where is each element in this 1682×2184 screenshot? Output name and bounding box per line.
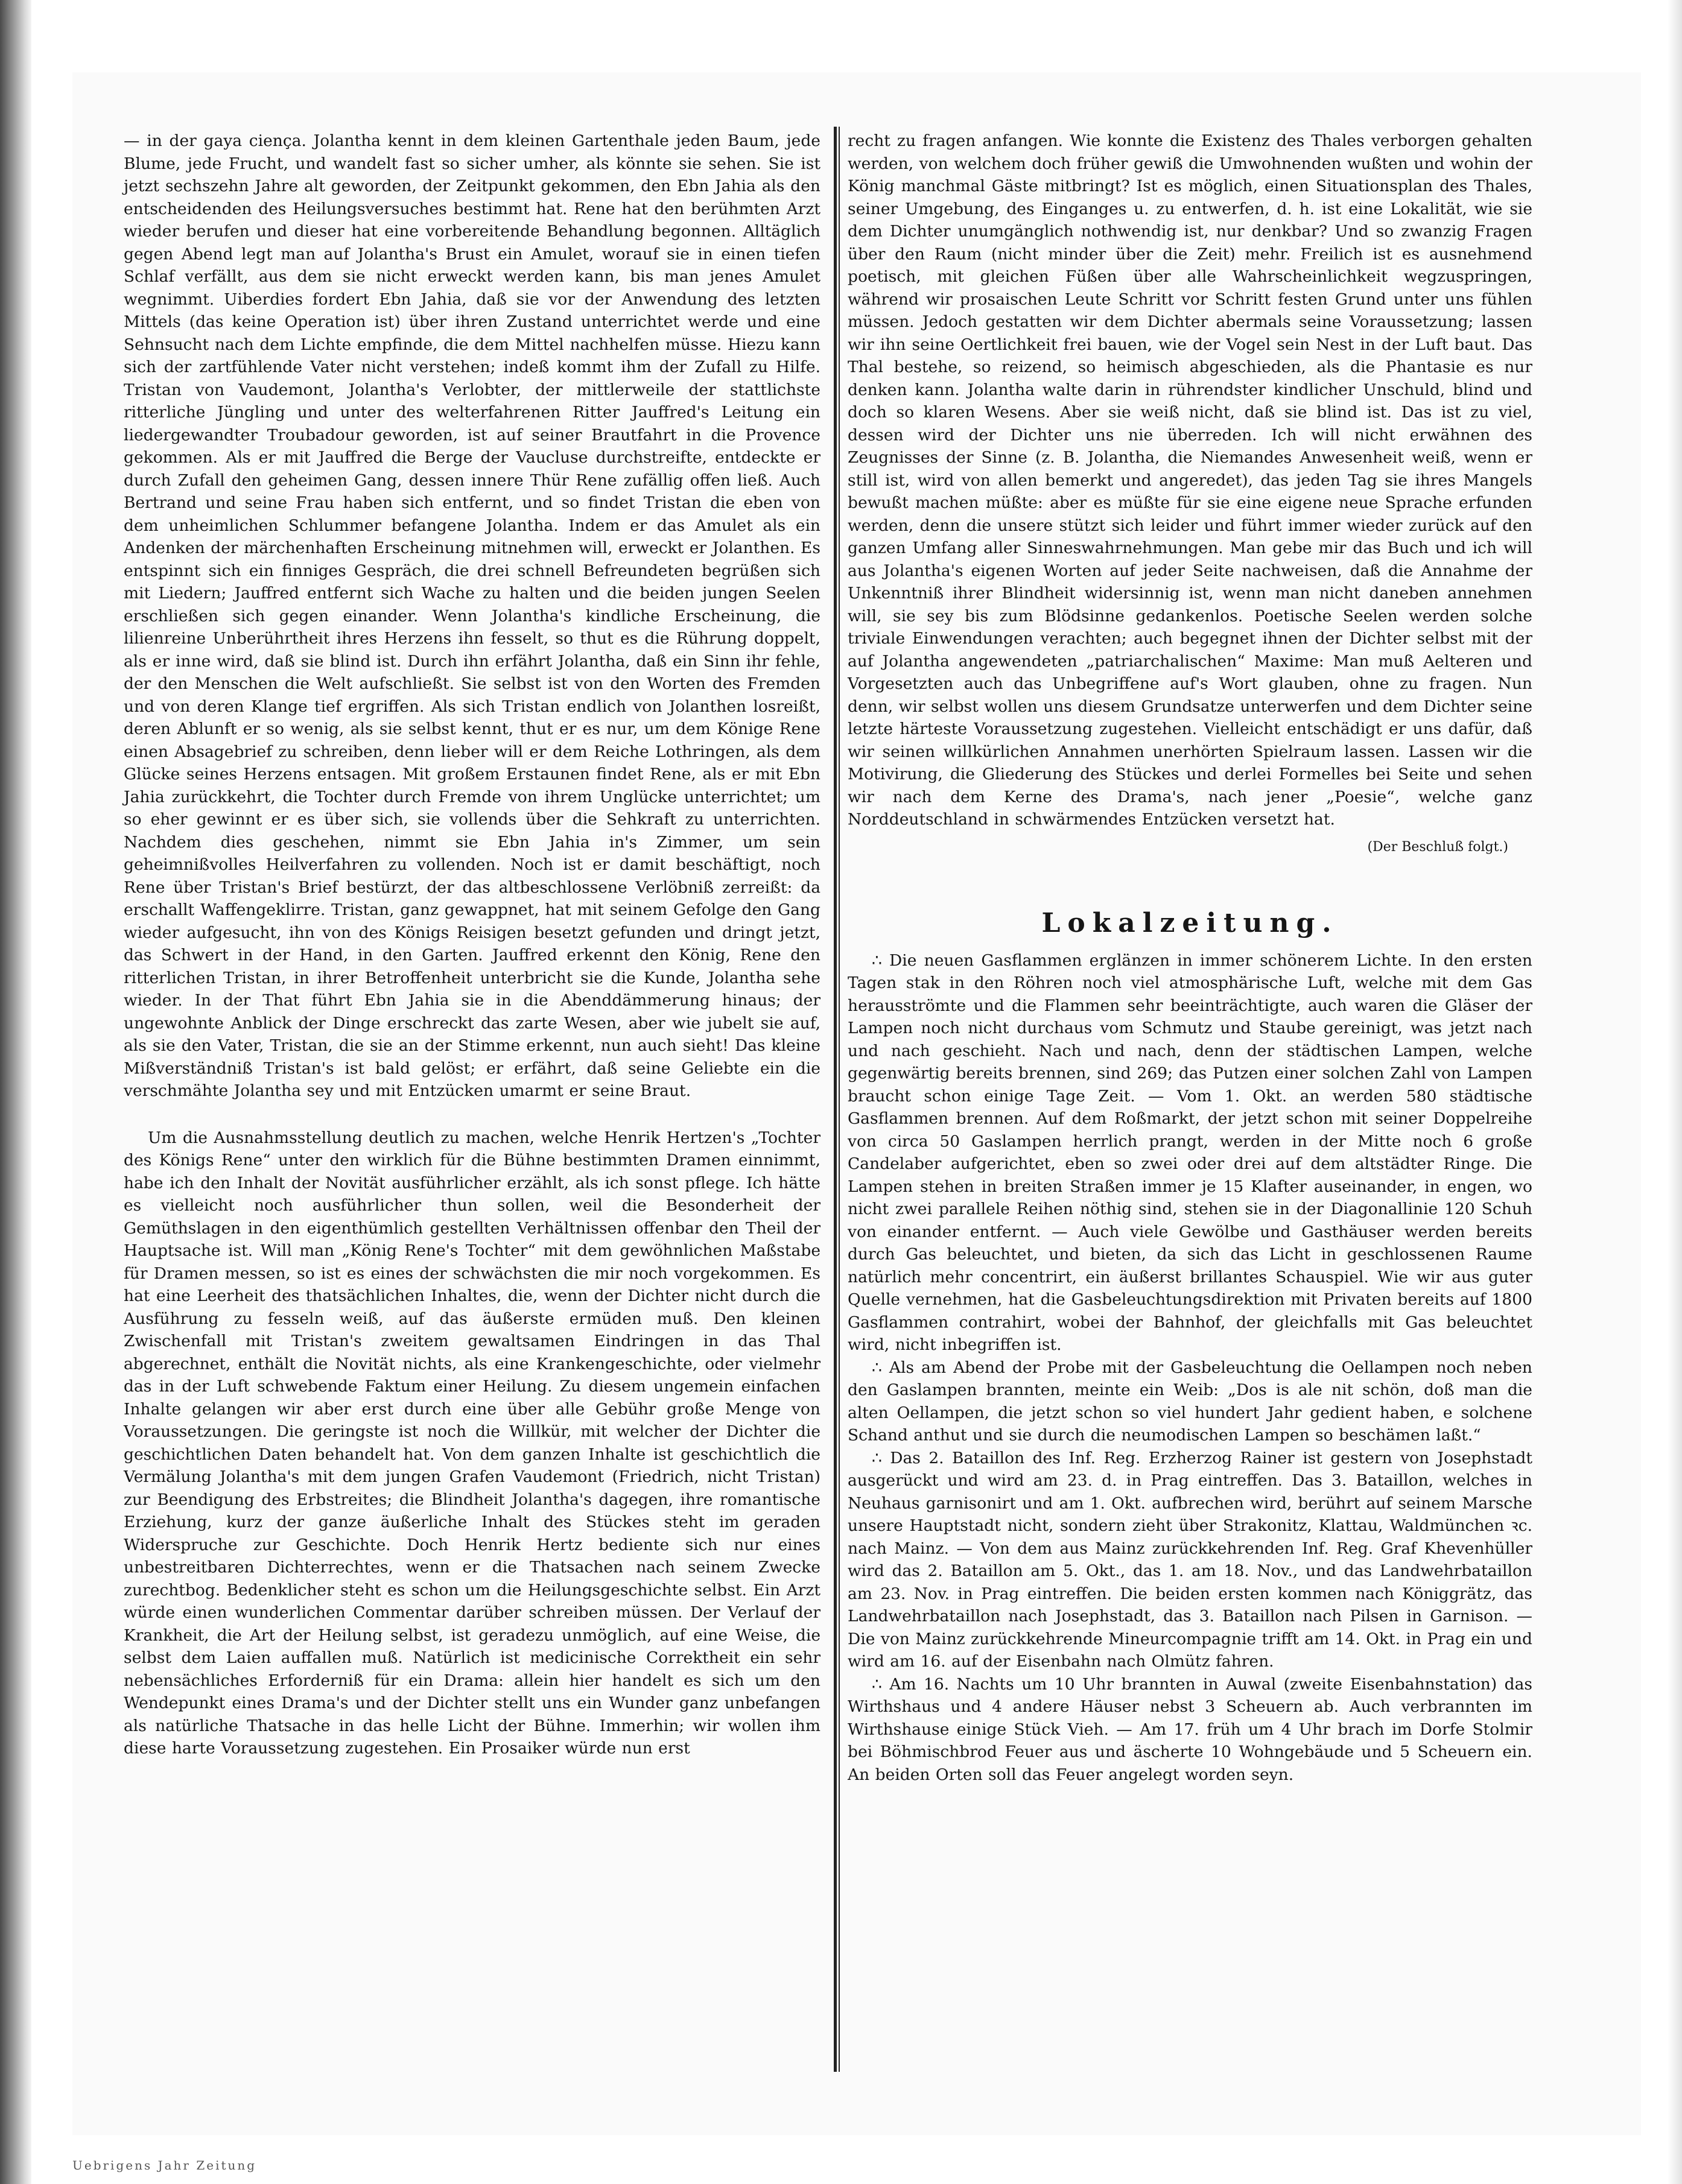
section-heading-lokalzeitung: Lokalzeitung. (1041, 907, 1339, 938)
paragraph-gap (124, 1103, 820, 1127)
right-column (848, 130, 1532, 1786)
feuilleton-paragraph-1: — in der gaya ciença. Jolantha kennt in dem kleinen Gartenthale jeden Baum, jede Blume, jede Frucht, und wandelt fast so sicher umher, als könnte sie sehen. Sie ist jetzt sechszehn Jahre alt geworden, der Zeitpunkt gekommen, den Ebn Jahia als den entscheidenden des Heilungsversuches bestimmt hat. Rene hat den berühmten Arzt wieder berufen und dieser hat eine vorbereitende Behandlung begonnen. Alltäglich gegen Abend legt man auf Jolantha's Brust ein Amulet, worauf sie in einen tiefen Schlaf verfällt, aus dem sie nicht erweckt werden kann, bis man jenes Amulet wegnimmt. Uiberdies fordert Ebn Jahia, daß sie vor der Anwendung des letzten Mittels (das keine Operation ist) über ihren Zustand unterrichtet werde und eine Sehnsucht nach dem Lichte empfinde, die dem Mittel nachhelfen müsse. Hiezu kann sich der zartfühlende Vater nicht verstehen; indeß kommt ihm der Zufall zu Hilfe. Tristan von Vaudemont, Jolantha's Verlobter, der mittlerweile der stattlichste ritterliche Jüngling und unter des welterfahrenen Ritter Jauffred's Leitung ein liedergewandter Troubadour geworden, ist auf seiner Brautfahrt in die Provence gekommen. Als er mit Jauffred die Berge der Vaucluse durchstreifte, entdeckte er durch Zufall den geheimen Gang, dessen innere Thür Rene zufällig offen ließ. Auch Bertrand und seine Frau haben sich entfernt, und so findet Tristan die eben von dem unheimlichen Schlummer befangene Jolantha. Indem er das Amulet als ein Andenken der märchenhaften Erscheinung mitnehmen will, erweckt er Jolanthen. Es entspinnt sich ein finniges Gespräch, die drei schnell Befreundeten begrüßen sich mit Liedern; Jauffred entfernt sich Wache zu halten und die beiden jungen Seelen erschließen sich gegen einander. Wenn Jolantha's kindliche Erscheinung, die lilienreine Unberührtheit ihres Herzens ihn fesselt, so thut es die Rührung doppelt, als er inne wird, daß sie blind ist. Durch ihn erfährt Jolantha, daß ein Sinn ihr fehle, der den Menschen die Welt aufschließt. Sie selbst ist von den Worten des Fremden und von deren Klange tief ergriffen. Als sich Tristan endlich von Jolanthen losreißt, deren Ablunft er so wenig, als sie selbst kennt, thut er es nur, um dem Könige Rene einen Absagebrief zu schreiben, denn lieber will er dem Reiche Lothringen, als dem Glücke seines Herzens entsagen. Mit großem Erstaunen findet Rene, als er mit Ebn Jahia zurückkehrt, die Tochter durch Fremde von ihrem Unglücke unterrichtet; um so eher gewinnt er es über sich, sie vollends über die Sehkraft zu unterrichten. Nachdem dies geschehen, nimmt sie Ebn Jahia in's Zimmer, um sein geheimnißvolles Heilverfahren zu vollenden. Noch ist er damit beschäftigt, noch Rene über Tristan's Brief bestürzt, der das altbeschlossene Verlöbniß zerreißt: da erschallt Waffengeklirre. Tristan, ganz gewappnet, hat mit seinem Gefolge den Gang wieder aufgesucht, ihn von des Königs Reisigen besetzt gefunden und dringt jetzt, das Schwert in der Hand, in den Garten. Jauffred erkennt den König, Rene den ritterlichen Tristan, in ihrer Betroffenheit unterbricht sie die Kunde, Jolantha sehe wieder. In der That führt Ebn Jahia sie in die Abenddämmerung hinaus; der ungewohnte Anblick der Dinge erschreckt das zarte Wesen, aber wie jubelt sie auf, als sie den Vater, Tristan, die sie an der Stimme erkennt, nun auch sieht! Das kleine Mißverständniß Tristan's ist bald gelöst; er erfährt, daß seine Geliebte ein die verschmähte Jolantha sey und mit Entzücken umarmt er seine Braut. (124, 131, 820, 1100)
news-item-battalions: ∴ Das 2. Bataillon des Inf. Reg. Erzherzog Rainer ist gestern von Josephstadt ausgerückt und wird am 23. d. in Prag eintreffen. Das 3. Bataillon, welches in Neuhaus garnisonirt und am 1. Okt. aufbrechen wird, berührt auf seinem Marsche unsere Hauptstadt nicht, sondern zieht über Strakonitz, Klattau, Waldmünchen ꝛc. nach Mainz. — Von dem aus Mainz zurückkehrenden Inf. Reg. Graf Khevenhüller wird das 2. Bataillon am 5. Okt., das 1. am 18. Nov., und das Landwehrbataillon am 23. Nov. in Prag eintreffen. Die beiden ersten kommen nach Königgrätz, das Landwehrbataillon nach Josephstadt, das 3. Bataillon nach Pilsen in Garnison. — Die von Mainz zurückkehrende Mineurcompagnie trifft am 14. Okt. in Prag ein und wird am 16. auf der Eisenbahn nach Olmütz fahren. (848, 1448, 1532, 1671)
news-item-fires: ∴ Am 16. Nachts um 10 Uhr brannten in Auwal (zweite Eisenbahnstation) das Wirthshaus und 4 andere Häuser nebst 3 Scheuern ab. Auch verbrannten im Wirthshause einige Stück Vieh. — Am 17. früh um 4 Uhr brach im Dorfe Stolmir bei Böhmischbrod Feuer aus und äscherte 10 Wohngebäude und 5 Scheuern ein. An beiden Orten soll das Feuer angelegt worden seyn. (848, 1674, 1532, 1784)
column-divider-thin (839, 127, 840, 2072)
left-column (124, 130, 820, 1760)
cut-off-next-page-text: Uebrigens Jahr Zeitung (72, 2158, 257, 2173)
feuilleton-continuation: recht zu fragen anfangen. Wie konnte die Existenz des Thales verborgen gehalten werden, von welchem doch früher gewiß die Umwohnenden wußten und wohin der König manchmal Gäste mitbringt? Ist es möglich, einen Situationsplan des Thales, seiner Umgebung, des Einganges u. zu entwerfen, d. h. ist eine Lokalität, wie sie dem Dichter unumgänglich nothwendig ist, nur denkbar? Und so zwanzig Fragen über den Raum (nicht minder über die Zeit) mehr. Freilich ist es ausnehmend poetisch, mit gleichen Füßen über alle Wahrscheinlichkeit wegzuspringen, während wir prosaischen Leute Schritt vor Schritt festen Grund unter uns fühlen müssen. Jedoch gestatten wir dem Dichter abermals seine Voraussetzung; lassen wir ihn seine Oertlichkeit frei bauen, wie der Vogel sein Nest in der Luft baut. Das Thal bestehe, so reizend, so heimisch abgeschieden, als die Phantasie es nur denken kann. Jolantha walte darin in rührendster kindlicher Unschuld, blind und doch so klaren Wesens. Aber sie weiß nicht, daß sie blind ist. Das ist zu viel, dessen wird der Dichter uns nie überreden. Ich will nicht erwähnen des Zeugnisses der Sinne (z. B. Jolantha, die Niemandes Anwesenheit weiß, wenn er still ist, wird von allen bemerkt und angeredet), das jeden Tag sie ihres Mangels bewußt machen müßte: aber es müßte für sie eine eigene neue Sprache erfunden werden, denn die unsere stützt sich leider und führt immer wieder zurück auf den ganzen Umfang aller Sinneswahrnehmungen. Man gebe mir das Buch und ich will aus Jolantha's eigenen Worten auf jeder Seite nachweisen, daß die Annahme der Unkenntniß ihrer Blindheit widersinnig ist, wenn man nicht daneben annehmen will, sie sey bis zum Blödsinne gedankenlos. Poetische Seelen werden solche triviale Einwendungen verachten; auch begegnet ihnen der Dichter selbst mit der auf Jolantha angewendeten „patriarchalischen“ Maxime: Man muß Aelteren und Vorgesetzten auch das Unbegriffene auf's Wort glauben, ohne zu fragen. Nun denn, wir selbst wollen uns diesem Grundsatze unterwerfen und dem Dichter seine letzte härteste Voraussetzung zugestehen. Vielleicht entschädigt er uns dafür, daß wir seinen willkürlichen Annahmen unerhörten Spielraum lassen. Lassen wir die Motivirung, die Gliederung des Stückes und derlei Formelles bei Seite und sehen wir nach dem Kerne des Drama's, nach jener „Poesie“, welche ganz Norddeutschland in schwärmendes Entzücken versetzt hat. (848, 131, 1532, 829)
continued-note: (Der Beschluß folgt.) (1367, 839, 1508, 855)
news-item-gas-lamps: ∴ Die neuen Gasflammen erglänzen in immer schönerem Lichte. In den ersten Tagen stak in den Röhren noch viel atmosphärische Luft, welche mit dem Gas herausströmte und die Flammen sehr beeinträchtigte, auch waren die Gläser der Lampen noch nicht durchaus vom Schmutz und Staube gereinigt, was jetzt nach und nach geschieht. Nach und nach, denn der städtischen Lampen, welche gegenwärtig bereits brennen, sind 269; das Putzen einer solchen Zahl von Lampen braucht schon einige Tage Zeit. — Vom 1. Okt. an werden 580 städtische Gasflammen brennen. Auf dem Roßmarkt, der jetzt schon mit seiner Doppelreihe von circa 50 Gaslampen herrlich prangt, werden in der Mitte noch 6 große Candelaber aufgerichtet, eben so zwei oder drei auf dem altstädter Ringe. Die Lampen stehen in breiten Straßen immer je 15 Klafter auseinander, in engen, wo nicht zwei parallele Reihen nöthig sind, stehen sie in der Diagonallinie 120 Schuh von einander entfernt. — Auch viele Gewölbe und Gasthäuser werden bereits durch Gas beleuchtet, und bieten, da sich das Licht in geschlossenen Raume natürlich mehr concentrirt, ein äußerst brillantes Schauspiel. Wie wir aus guter Quelle vernehmen, hat die Gasbeleuchtungsdirektion mit Privaten bereits auf 1800 Gasflammen contrahirt, wobei der Bahnhof, der gleichfalls mit Gas beleuchtet wird, nicht inbegriffen ist. (848, 951, 1532, 1354)
news-item-oil-lamps: ∴ Als am Abend der Probe mit der Gasbeleuchtung die Oellampen noch neben den Gaslampen brannten, meinte ein Weib: „Dos is ale nit schön, doß man die alten Oellampen, die jetzt schon so viel hundert Jahr gedient haben, e solchene Schand anthut und sie durch die neumodischen Lampen so beschämen laßt.“ (848, 1358, 1532, 1445)
column-divider (834, 127, 837, 2072)
page-edge-shadow (1668, 0, 1682, 2184)
book-binding-edge (0, 0, 31, 2184)
feuilleton-paragraph-2: Um die Ausnahmsstellung deutlich zu machen, welche Henrik Hertzen's „Tochter des Königs Rene“ unter den wirklich für die Bühne bestimmten Dramen einnimmt, habe ich den Inhalt der Novität ausführlicher erzählt, als ich sonst pflege. Ich hätte es vielleicht noch ausführlicher thun sollen, weil die Besonderheit der Gemüthslagen in den eigenthümlich gestellten Verhältnissen offenbar den Theil der Hauptsache ist. Will man „König Rene's Tochter“ mit dem gewöhnlichen Maßstabe für Dramen messen, so ist es eines der schwächsten die mir noch vorgekommen. Es hat eine Leerheit des thatsächlichen Inhaltes, die, wenn der Dichter nicht durch die Ausführung zu fesseln weiß, auf das äußerste ermüden muß. Den kleinen Zwischenfall mit Tristan's zweitem gewaltsamen Eindringen in das Thal abgerechnet, enthält die Novität nichts, als eine Krankengeschichte, oder vielmehr das in der Luft schwebende Faktum einer Heilung. Zu diesem ungemein einfachen Inhalte gelangen wir aber erst durch eine über alle Gebühr große Menge von Voraussetzungen. Die geringste ist noch die Willkür, mit welcher der Dichter die geschichtlichen Daten behandelt hat. Von dem ganzen Inhalte ist geschichtlich die Vermälung Jolantha's mit dem jungen Grafen Vaudemont (Friedrich, nicht Tristan) zur Beendigung des Erbstreites; die Blindheit Jolantha's dagegen, ihre romantische Erziehung, kurz der ganze äußerliche Inhalt des Stückes steht im geraden Widerspruche zur Geschichte. Doch Henrik Hertz bediente sich nur eines unbestreitbaren Dichterrechtes, wenn er die Thatsachen nach seinem Zwecke zurechtbog. Bedenklicher steht es schon um die Heilungsgeschichte selbst. Ein Arzt würde einen wunderlichen Commentar darüber schreiben müssen. Der Verlauf der Krankheit, die Art der Heilung selbst, ist geradezu unmöglich, auf eine Weise, die selbst dem Laien auffallen muß. Natürlich ist medicinische Correktheit ein sehr nebensächliches Erforderniß für ein Drama: allein hier handelt es sich um den Wendepunkt eines Drama's und der Dichter stellt uns ein Wunder ganz unbefangen als natürliche Thatsache in das helle Licht der Bühne. Immerhin; wir wollen ihm diese harte Voraussetzung zugestehen. Ein Prosaiker würde nun erst (124, 1128, 820, 1758)
